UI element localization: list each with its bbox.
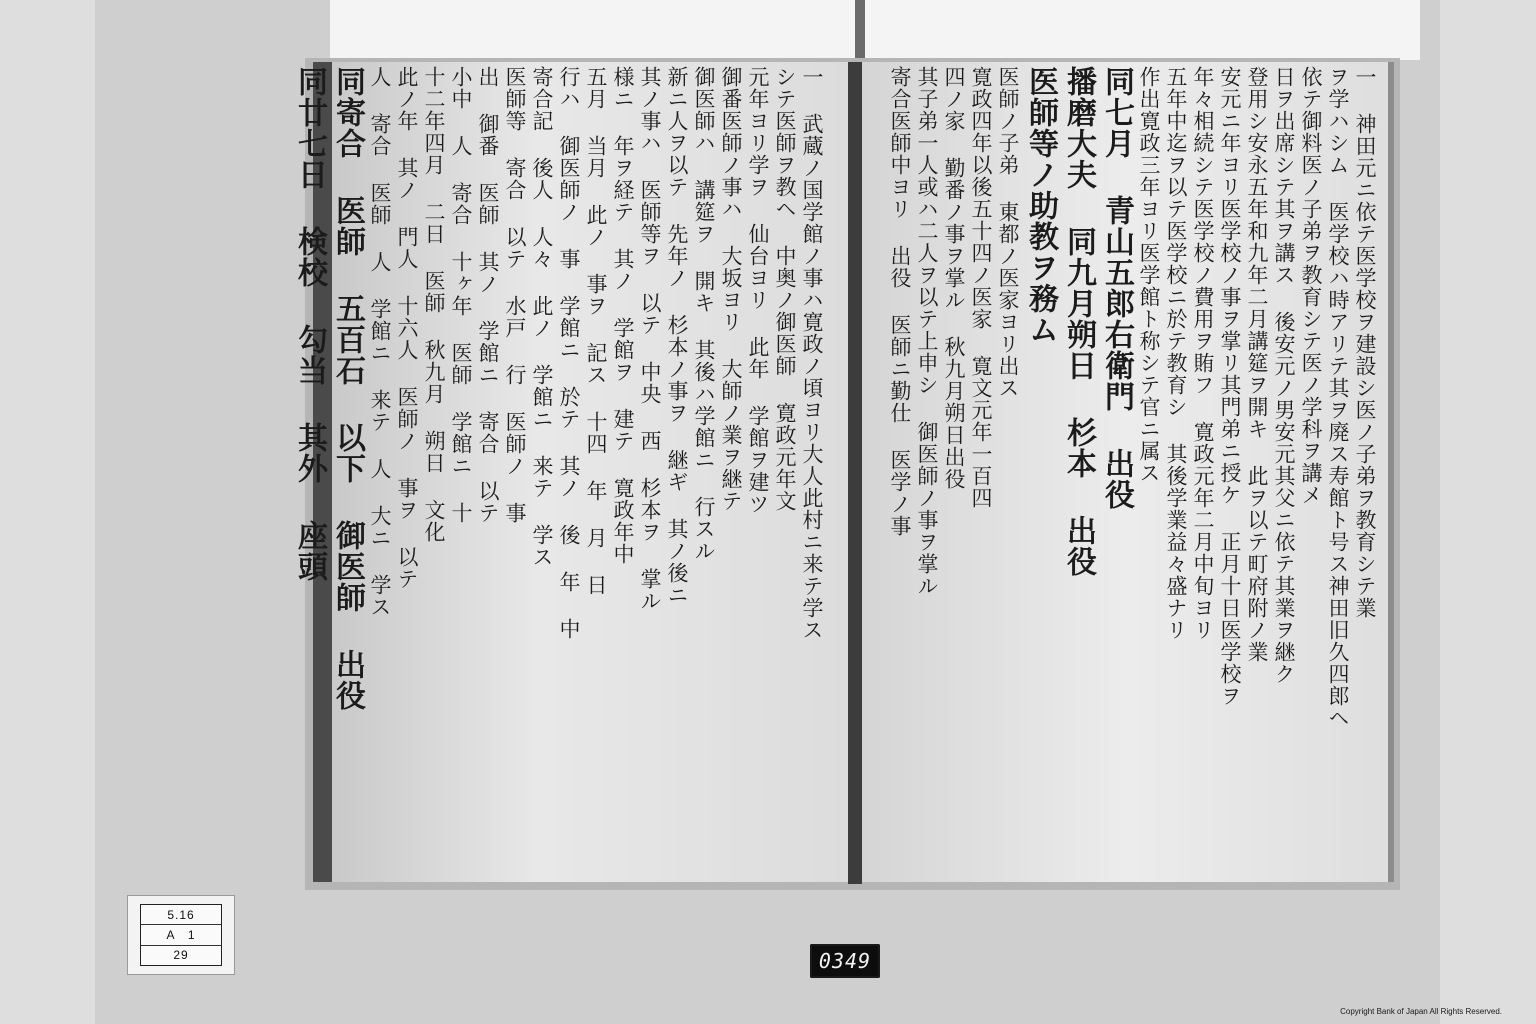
right-page-column: 寛政四年以後五十四ノ医家 寛文元年一百四 xyxy=(969,66,993,509)
right-page-column: 五年中迄ヲ以テ医学校ニ於テ教育シ 其後学業益々盛ナリ xyxy=(1164,66,1188,641)
right-page-column: 依テ御料医ノ子弟ヲ教育シテ医ノ学科ヲ講メ xyxy=(1299,66,1323,506)
left-page-column: 人 寄合 医師 人 学館ニ 来テ 人 大ニ 学ス xyxy=(368,66,392,618)
right-page-column: 同七月 青山五郎右衛門 出役 xyxy=(1099,66,1134,510)
right-page-column: 登用シ安永五年和九年二月講筵ヲ開キ 此ヲ以テ町府附ノ業 xyxy=(1245,66,1269,663)
call-number-label xyxy=(127,895,235,975)
right-page-text xyxy=(888,66,1378,856)
left-page-column: 同廿七日 検校 勾当 其外 座頭 xyxy=(292,66,327,582)
right-page-column: ヲ学ハシム 医学校ハ時アリテ其ヲ廃ス寿館ト号ス神田旧久四郎ヘ xyxy=(1326,66,1350,729)
left-page-column: 一 武蔵ノ国学館ノ事ハ寛政ノ頃ヨリ大人此村ニ来テ学ス xyxy=(800,66,824,641)
right-page-column: 寄合医師中ヨリ 出役 医師ニ勤仕 医学ノ事 xyxy=(888,66,912,537)
right-page-column: 医師ノ子弟 東都ノ医家ヨリ出ス xyxy=(996,66,1020,399)
left-page-column: 其ノ事ハ 医師等ヲ 以テ 中央 西 杉本ヲ 掌ル xyxy=(638,66,662,612)
left-page-column: 同寄合 医師 五百石 以下 御医師 出役 xyxy=(330,66,365,711)
right-page-column: 作出寛政三年ヨリ医学館ト称シテ官ニ属ス xyxy=(1137,66,1161,484)
frame-number: 0349 xyxy=(810,944,880,978)
left-page-column: 行ハ 御医師ノ 事 学館ニ 於テ 其ノ 後 年 中 xyxy=(557,66,581,640)
right-page-column: 其子弟一人或ハ二人ヲ以テ上申シ 御医師ノ事ヲ掌ル xyxy=(915,66,939,597)
left-page-column: 御医師ハ 講筵ヲ 開キ 其後ハ学館ニ 行スル xyxy=(692,66,716,562)
right-page-column: 四ノ家 勤番ノ事ヲ掌ル 秋九月朔日出役 xyxy=(942,66,966,490)
left-page-column: 御番医師ノ事ハ 大坂ヨリ 大師ノ業ヲ継テ xyxy=(719,66,743,512)
left-page-column: シテ医師ヲ教ヘ 中奥ノ御医師 寛政元年文 xyxy=(773,66,797,512)
left-page-column: 医師等 寄合 以テ 水戸 行 医師ノ 事 xyxy=(503,66,527,524)
left-page-column: 五月 当月 此ノ 事ヲ 記ス 十四 年 月 日 xyxy=(584,66,608,596)
left-page-column: 新ニ人ヲ以テ 先年ノ 杉本ノ事ヲ 継ギ 其ノ後ニ xyxy=(665,66,689,606)
right-page-column: 安元ニ年ヨリ医学校ノ事ヲ掌リ其門弟ニ授ケ 正月十日医学校ヲ xyxy=(1218,66,1242,707)
left-page-column: 此ノ年 其ノ 門人 十六人 医師ノ 事ヲ 以テ xyxy=(395,66,419,590)
left-page-column: 十二年四月 二日 医師 秋九月 朔日 文化 xyxy=(422,66,446,543)
left-page-column: 様ニ 年ヲ経テ 其ノ 学館ヲ 建テ 寛政年中 xyxy=(611,66,635,565)
call-number-box xyxy=(140,904,222,966)
copyright-notice: Copyright Bank of Japan All Rights Reserved. xyxy=(1340,1007,1502,1016)
right-page-column: 医師等ノ助教ヲ務ム xyxy=(1023,66,1058,345)
left-page-column: 出 御番 医師 其ノ 学館ニ 寄合 以テ xyxy=(476,66,500,524)
right-page-column: 年々相続シテ医学校ノ費用ヲ賄フ 寛政元年二月中旬ヨリ xyxy=(1191,66,1215,641)
left-page-column: 寄合記 後人 人々 此ノ 学館ニ 来テ 学ス xyxy=(530,66,554,568)
right-page-column: 播磨大夫 同九月朔日 杉本 出役 xyxy=(1061,66,1096,577)
right-page-column: 一 神田元ニ依テ医学校ヲ建設シ医ノ子弟ヲ教育シテ業 xyxy=(1353,66,1377,619)
left-page-column: 小中 人 寄合 十ヶ年 医師 学館ニ 十 xyxy=(449,66,473,524)
call-number-line-1: 5.16 xyxy=(141,905,221,925)
call-number-line-2: A 1 xyxy=(141,925,221,945)
right-page-column: 日ヲ出席シテ其ヲ講ス 後安元ノ男安元其父ニ依テ其業ヲ継ク xyxy=(1272,66,1296,685)
call-number-line-3: 29 xyxy=(173,948,189,963)
left-page-column: 元年ヨリ学ヲ 仙台ヨリ 此年 学館ヲ建ツ xyxy=(746,66,770,515)
left-page-text xyxy=(292,66,825,856)
